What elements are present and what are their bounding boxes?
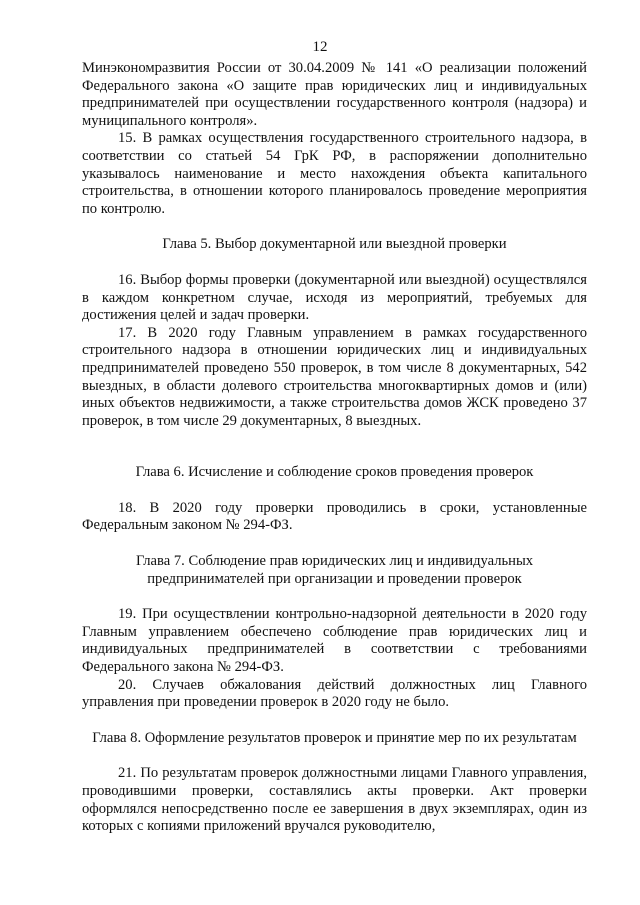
paragraph-21: 21. По результатам проверок должностными лицами Главного управления, проводившими проверки, составлялись акты проверки. Акт проверки оформлялся непосредственно после ее завершения в двух экземплярах, один из которых с копиями приложений вручался руководителю, — [82, 765, 587, 835]
paragraph-20: 20. Случаев обжалования действий должностных лиц Главного управления при проведении проверок в 2020 году не было. — [82, 676, 587, 711]
paragraph-18: 18. В 2020 году проверки проводились в сроки, установленные Федеральным законом № 294-ФЗ. — [82, 499, 587, 534]
paragraph-17: 17. В 2020 году Главным управлением в рамках государственного строительного надзора в отношении юридических лиц и индивидуальных предпринимателей проведено 550 проверок, в том числе 8 документарных, 542 выездных, в области долевого строительства многоквартирных домов и (или) иных объектов недвижимости, а также строительства домов ЖСК проведено 37 проверок, в том числе 29 документарных, 8 выездных. — [82, 324, 587, 429]
chapter-5-heading: Глава 5. Выбор документарной или выездной проверки — [162, 236, 507, 253]
page-number: 12 — [312, 39, 328, 55]
chapter-6-heading: Глава 6. Исчисление и соблюдение сроков проведения проверок — [135, 464, 534, 481]
paragraph-16: 16. Выбор формы проверки (документарной или выездной) осуществлялся в каждом конкретном случае, исходя из мероприятий, требуемых для достижения целей и задач проверки. — [82, 271, 587, 324]
chapter-7-heading: Глава 7. Соблюдение прав юридических лиц и индивидуальных предпринимателей при организации и проведении проверок — [135, 553, 534, 587]
paragraph-15: 15. В рамках осуществления государственного строительного надзора, в соответствии со статьей 54 ГрК РФ, в распоряжении дополнительно указывалось наименование и место нахождения объекта капитального строительства, в отношении которого планировалось проведение мероприятия по контролю. — [82, 130, 587, 217]
chapter-8-heading: Глава 8. Оформление результатов проверок и принятие мер по их результатам — [92, 729, 577, 746]
paragraph-intro-continuation: Минэкономразвития России от 30.04.2009 № 141 «О реализации положений Федерального закона «О защите прав юридических лиц и индивидуальных предпринимателей при осуществлении государственного контроля (надзора) и муниципального контроля». — [82, 60, 587, 129]
page-body — [82, 60, 587, 836]
paragraph-19: 19. При осуществлении контрольно-надзорной деятельности в 2020 году Главным управлением обеспечено соблюдение прав юридических лиц и индивидуальных предпринимателей в соответствии с требованиями Федерального закона № 294-ФЗ. — [82, 606, 587, 676]
